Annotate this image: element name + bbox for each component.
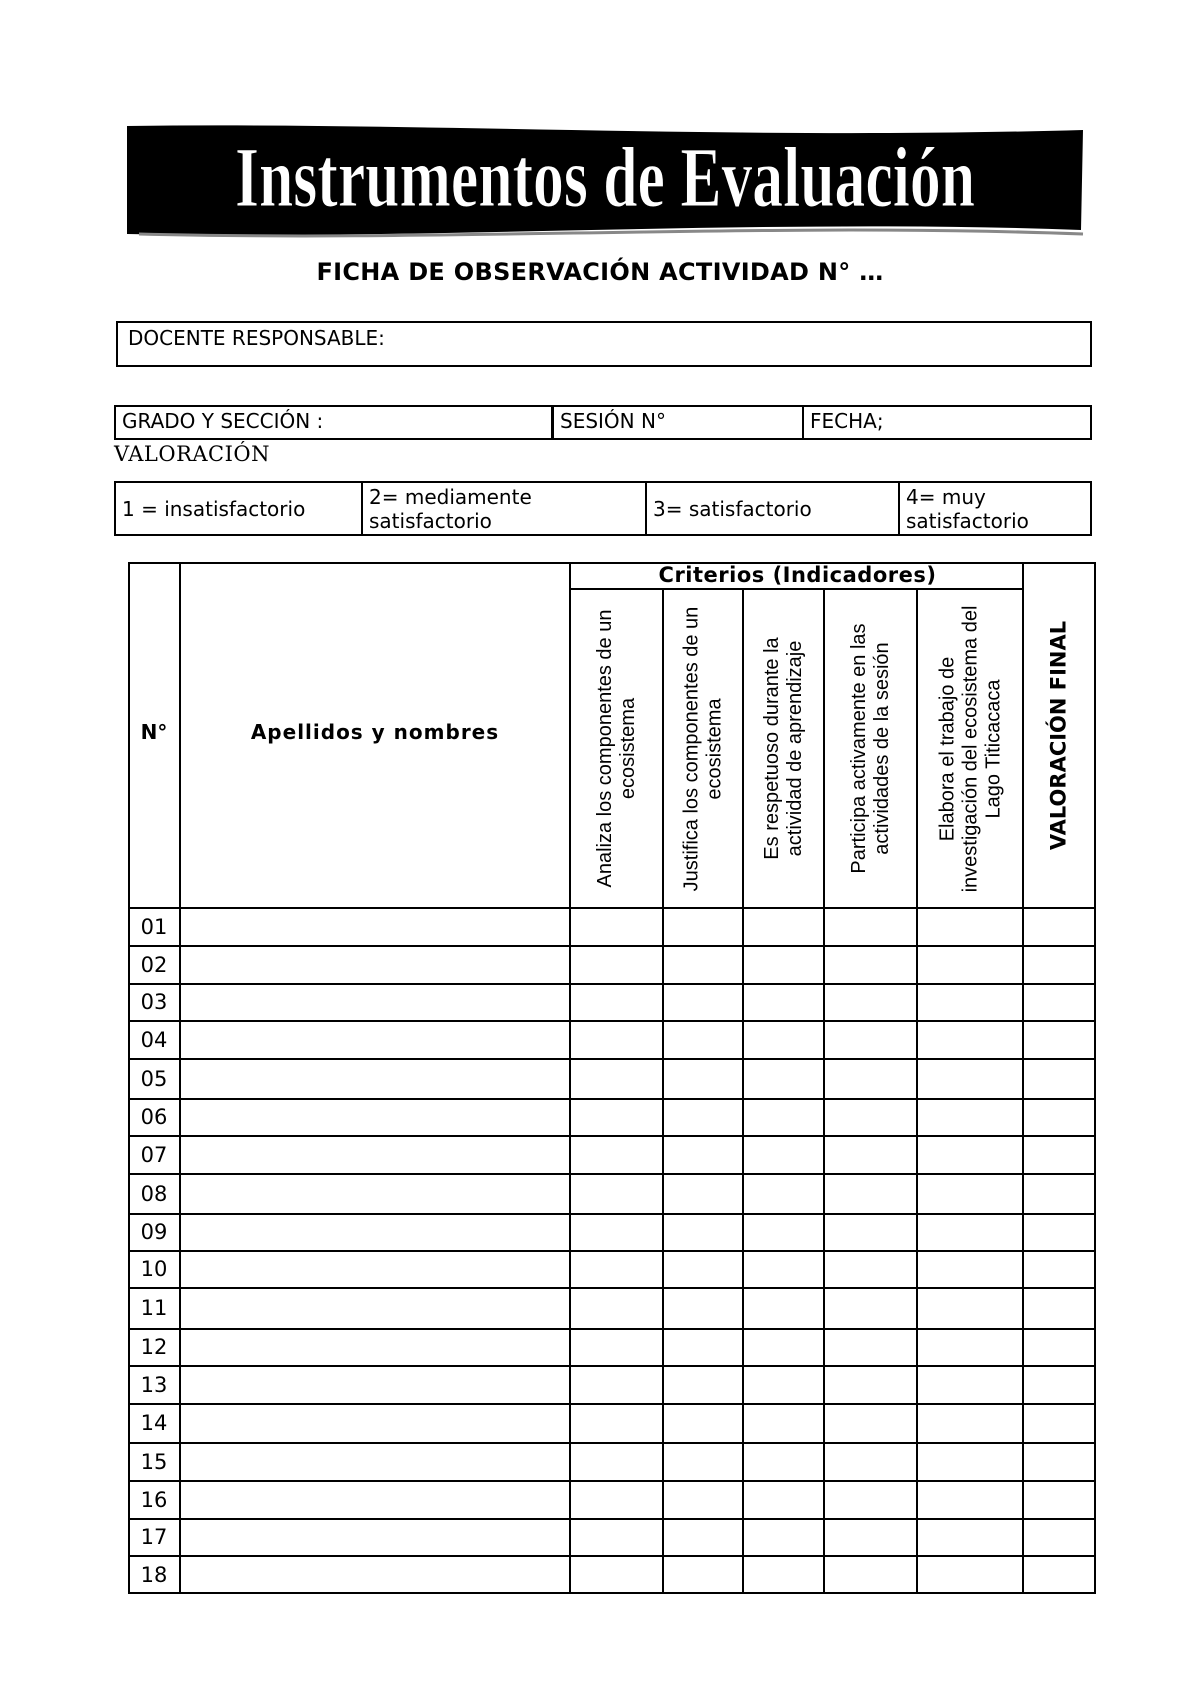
criterion-score-cell[interactable]	[663, 1099, 743, 1136]
banner-title: Instrumentos de Evaluación	[235, 129, 975, 225]
criterion-score-cell[interactable]	[824, 1251, 917, 1288]
criterion-score-cell[interactable]	[917, 1519, 1023, 1556]
final-score-cell[interactable]	[1023, 1519, 1094, 1556]
criterion-score-cell[interactable]	[743, 1174, 824, 1214]
criterion-score-cell[interactable]	[743, 1519, 824, 1556]
criterion-score-cell[interactable]	[743, 1366, 824, 1404]
criterion-label-2: Justifica los componentes de un ecosistema	[680, 606, 725, 891]
criterion-score-cell[interactable]	[824, 984, 917, 1021]
criterion-score-cell[interactable]	[824, 908, 917, 946]
row-number: 17	[140, 1525, 168, 1549]
row-number: 04	[140, 1028, 168, 1052]
student-name-cell[interactable]	[180, 1366, 570, 1404]
criterion-score-cell[interactable]	[570, 1214, 663, 1251]
column-header-final	[1023, 562, 1094, 908]
student-name-cell[interactable]	[180, 1251, 570, 1288]
final-score-cell[interactable]	[1023, 1059, 1094, 1099]
criterion-score-cell[interactable]	[663, 1404, 743, 1443]
criterion-score-cell[interactable]	[570, 1443, 663, 1481]
criterion-score-cell[interactable]	[824, 1443, 917, 1481]
criterion-score-cell[interactable]	[917, 908, 1023, 946]
criterion-score-cell[interactable]	[743, 1288, 824, 1329]
banner-graphic	[125, 122, 1085, 242]
row-number: 10	[140, 1257, 168, 1281]
criterion-score-cell[interactable]	[570, 908, 663, 946]
criterion-score-cell[interactable]	[663, 946, 743, 984]
criterion-score-cell[interactable]	[917, 984, 1023, 1021]
criterion-score-cell[interactable]	[917, 1404, 1023, 1443]
final-score-cell[interactable]	[1023, 1099, 1094, 1136]
criterion-score-cell[interactable]	[743, 1214, 824, 1251]
final-score-cell[interactable]	[1023, 1214, 1094, 1251]
row-number: 13	[140, 1373, 168, 1397]
criterion-score-cell[interactable]	[570, 1481, 663, 1519]
page-title: FICHA DE OBSERVACIÓN ACTIVIDAD N° …	[316, 258, 884, 286]
criterion-score-cell[interactable]	[917, 946, 1023, 984]
criterion-score-cell[interactable]	[570, 1136, 663, 1174]
criterion-label-4: Participa activamente en las actividades de la sesión	[847, 623, 893, 874]
criterion-score-cell[interactable]	[917, 1174, 1023, 1214]
criterion-score-cell[interactable]	[743, 1099, 824, 1136]
final-score-cell[interactable]	[1023, 1174, 1094, 1214]
scale-item-4: 4= muy satisfactorio	[906, 484, 1029, 533]
fecha-field[interactable]: FECHA;	[810, 409, 884, 433]
criterion-score-cell[interactable]	[917, 1214, 1023, 1251]
criterion-score-cell[interactable]	[663, 1288, 743, 1329]
criterion-score-cell[interactable]	[570, 1251, 663, 1288]
scale-item-2: 2= mediamente satisfactorio	[363, 483, 647, 534]
criteria-header: Criterios (Indicadores)	[658, 563, 937, 587]
criterion-score-cell[interactable]	[663, 1556, 743, 1594]
student-name-cell[interactable]	[180, 1214, 570, 1251]
criterion-score-cell[interactable]	[824, 1519, 917, 1556]
criterion-score-cell[interactable]	[743, 1251, 824, 1288]
criterion-score-cell[interactable]	[824, 1556, 917, 1594]
final-score-cell[interactable]	[1023, 1366, 1094, 1404]
criterion-score-cell[interactable]	[743, 1329, 824, 1366]
row-number: 16	[140, 1488, 168, 1512]
final-score-cell[interactable]	[1023, 946, 1094, 984]
criterion-score-cell[interactable]	[917, 1443, 1023, 1481]
criterion-score-cell[interactable]	[824, 1329, 917, 1366]
criterion-score-cell[interactable]	[663, 1174, 743, 1214]
criterion-score-cell[interactable]	[743, 1556, 824, 1594]
final-score-cell[interactable]	[1023, 1021, 1094, 1059]
criterion-header-3	[743, 589, 824, 908]
criterion-score-cell[interactable]	[824, 1288, 917, 1329]
criterion-score-cell[interactable]	[663, 1136, 743, 1174]
criterion-score-cell[interactable]	[570, 946, 663, 984]
criterion-score-cell[interactable]	[663, 1519, 743, 1556]
docente-label: DOCENTE RESPONSABLE:	[128, 326, 385, 350]
criterion-score-cell[interactable]	[824, 1481, 917, 1519]
final-score-cell[interactable]	[1023, 1288, 1094, 1329]
criterion-score-cell[interactable]	[743, 1404, 824, 1443]
student-name-cell[interactable]	[180, 1059, 570, 1099]
criterion-score-cell[interactable]	[824, 1021, 917, 1059]
student-name-cell[interactable]	[180, 1174, 570, 1214]
student-name-cell[interactable]	[180, 1519, 570, 1556]
criterion-score-cell[interactable]	[663, 1443, 743, 1481]
criterion-score-cell[interactable]	[570, 1099, 663, 1136]
docente-field[interactable]	[116, 321, 1092, 367]
grado-field[interactable]: GRADO Y SECCIÓN :	[116, 407, 554, 438]
criterion-score-cell[interactable]	[917, 1021, 1023, 1059]
final-score-cell[interactable]	[1023, 1481, 1094, 1519]
criterion-score-cell[interactable]	[570, 1288, 663, 1329]
criterion-score-cell[interactable]	[824, 1059, 917, 1099]
criterion-score-cell[interactable]	[824, 1136, 917, 1174]
criterion-score-cell[interactable]	[663, 984, 743, 1021]
criterion-score-cell[interactable]	[917, 1556, 1023, 1594]
criterion-label-3: Es respetuoso durante la actividad de aprendizaje	[760, 637, 806, 860]
row-number: 15	[140, 1450, 168, 1474]
criterion-score-cell[interactable]	[824, 1099, 917, 1136]
observation-table	[128, 562, 1096, 1594]
student-name-cell[interactable]	[180, 1443, 570, 1481]
criterion-score-cell[interactable]	[743, 1059, 824, 1099]
sesion-field[interactable]: SESIÓN N°	[554, 407, 804, 438]
student-name-cell[interactable]	[180, 1099, 570, 1136]
row-number: 02	[140, 953, 168, 977]
criterion-header-5	[917, 589, 1023, 908]
student-name-cell[interactable]	[180, 1288, 570, 1329]
valoracion-label: VALORACIÓN	[114, 442, 270, 466]
criterion-header-2	[663, 589, 743, 908]
final-score-cell[interactable]	[1023, 908, 1094, 946]
student-name-cell[interactable]	[180, 1404, 570, 1443]
criterion-score-cell[interactable]	[743, 1443, 824, 1481]
scale-item-1: 1 = insatisfactorio	[116, 483, 363, 534]
column-header-names: Apellidos y nombres	[250, 720, 500, 744]
criterion-score-cell[interactable]	[570, 1556, 663, 1594]
final-score-cell[interactable]	[1023, 1556, 1094, 1594]
criterion-score-cell[interactable]	[570, 984, 663, 1021]
criterion-score-cell[interactable]	[917, 1059, 1023, 1099]
criterion-score-cell[interactable]	[663, 1214, 743, 1251]
criterion-score-cell[interactable]	[743, 1021, 824, 1059]
student-name-cell[interactable]	[180, 1136, 570, 1174]
row-number: 18	[140, 1563, 168, 1587]
row-number: 12	[140, 1335, 168, 1359]
criterion-score-cell[interactable]	[663, 1481, 743, 1519]
row-number: 08	[140, 1182, 168, 1206]
grado-row	[114, 405, 1092, 440]
final-score-cell[interactable]	[1023, 1404, 1094, 1443]
criterion-score-cell[interactable]	[824, 946, 917, 984]
criterion-label-5: Elabora el trabajo de investigación del ecosistema del Lago Titicacaca	[935, 605, 1004, 892]
criterion-score-cell[interactable]	[824, 1404, 917, 1443]
criterion-score-cell[interactable]	[663, 1366, 743, 1404]
column-header-number: N°	[140, 720, 168, 744]
criterion-score-cell[interactable]	[570, 1329, 663, 1366]
row-number: 03	[140, 990, 168, 1014]
criterion-label-1: Analiza los componentes de un ecosistema	[593, 609, 639, 888]
scale-item-3: 3= satisfactorio	[647, 483, 900, 534]
row-number: 09	[140, 1220, 168, 1244]
criterion-header-4	[824, 589, 917, 908]
table-border-right	[1094, 562, 1096, 1594]
final-label: VALORACIÓN FINAL	[1046, 620, 1070, 850]
row-number: 01	[140, 915, 168, 939]
criterion-score-cell[interactable]	[743, 984, 824, 1021]
row-number: 06	[140, 1105, 168, 1129]
criterion-score-cell[interactable]	[917, 1481, 1023, 1519]
criterion-score-cell[interactable]	[570, 1174, 663, 1214]
student-name-cell[interactable]	[180, 1021, 570, 1059]
criterion-score-cell[interactable]	[917, 1136, 1023, 1174]
student-name-cell[interactable]	[180, 908, 570, 946]
criterion-score-cell[interactable]	[663, 908, 743, 946]
criterion-score-cell[interactable]	[663, 1059, 743, 1099]
criterion-score-cell[interactable]	[824, 1366, 917, 1404]
criterion-score-cell[interactable]	[663, 1329, 743, 1366]
student-name-cell[interactable]	[180, 1329, 570, 1366]
valoracion-scale	[114, 481, 1092, 536]
student-name-cell[interactable]	[180, 984, 570, 1021]
criterion-score-cell[interactable]	[824, 1214, 917, 1251]
criterion-score-cell[interactable]	[743, 1136, 824, 1174]
criterion-score-cell[interactable]	[663, 1021, 743, 1059]
final-score-cell[interactable]	[1023, 1251, 1094, 1288]
criterion-score-cell[interactable]	[570, 1404, 663, 1443]
title-banner	[125, 122, 1085, 242]
final-score-cell[interactable]	[1023, 984, 1094, 1021]
criterion-score-cell[interactable]	[743, 946, 824, 984]
criterion-score-cell[interactable]	[743, 1481, 824, 1519]
student-name-cell[interactable]	[180, 1481, 570, 1519]
criterion-score-cell[interactable]	[570, 1059, 663, 1099]
criterion-score-cell[interactable]	[917, 1251, 1023, 1288]
row-number: 14	[140, 1411, 168, 1435]
criterion-score-cell[interactable]	[570, 1519, 663, 1556]
criterion-score-cell[interactable]	[917, 1329, 1023, 1366]
criterion-header-1	[570, 589, 663, 908]
criterion-score-cell[interactable]	[917, 1366, 1023, 1404]
criterion-score-cell[interactable]	[917, 1099, 1023, 1136]
student-name-cell[interactable]	[180, 1556, 570, 1594]
student-name-cell[interactable]	[180, 946, 570, 984]
criterion-score-cell[interactable]	[917, 1288, 1023, 1329]
final-score-cell[interactable]	[1023, 1329, 1094, 1366]
criterion-score-cell[interactable]	[570, 1366, 663, 1404]
criterion-score-cell[interactable]	[743, 908, 824, 946]
criterion-score-cell[interactable]	[824, 1174, 917, 1214]
criterion-score-cell[interactable]	[663, 1251, 743, 1288]
row-number: 05	[140, 1067, 168, 1091]
row-number: 07	[140, 1143, 168, 1167]
row-number: 11	[140, 1296, 168, 1320]
final-score-cell[interactable]	[1023, 1443, 1094, 1481]
criterion-score-cell[interactable]	[570, 1021, 663, 1059]
final-score-cell[interactable]	[1023, 1136, 1094, 1174]
